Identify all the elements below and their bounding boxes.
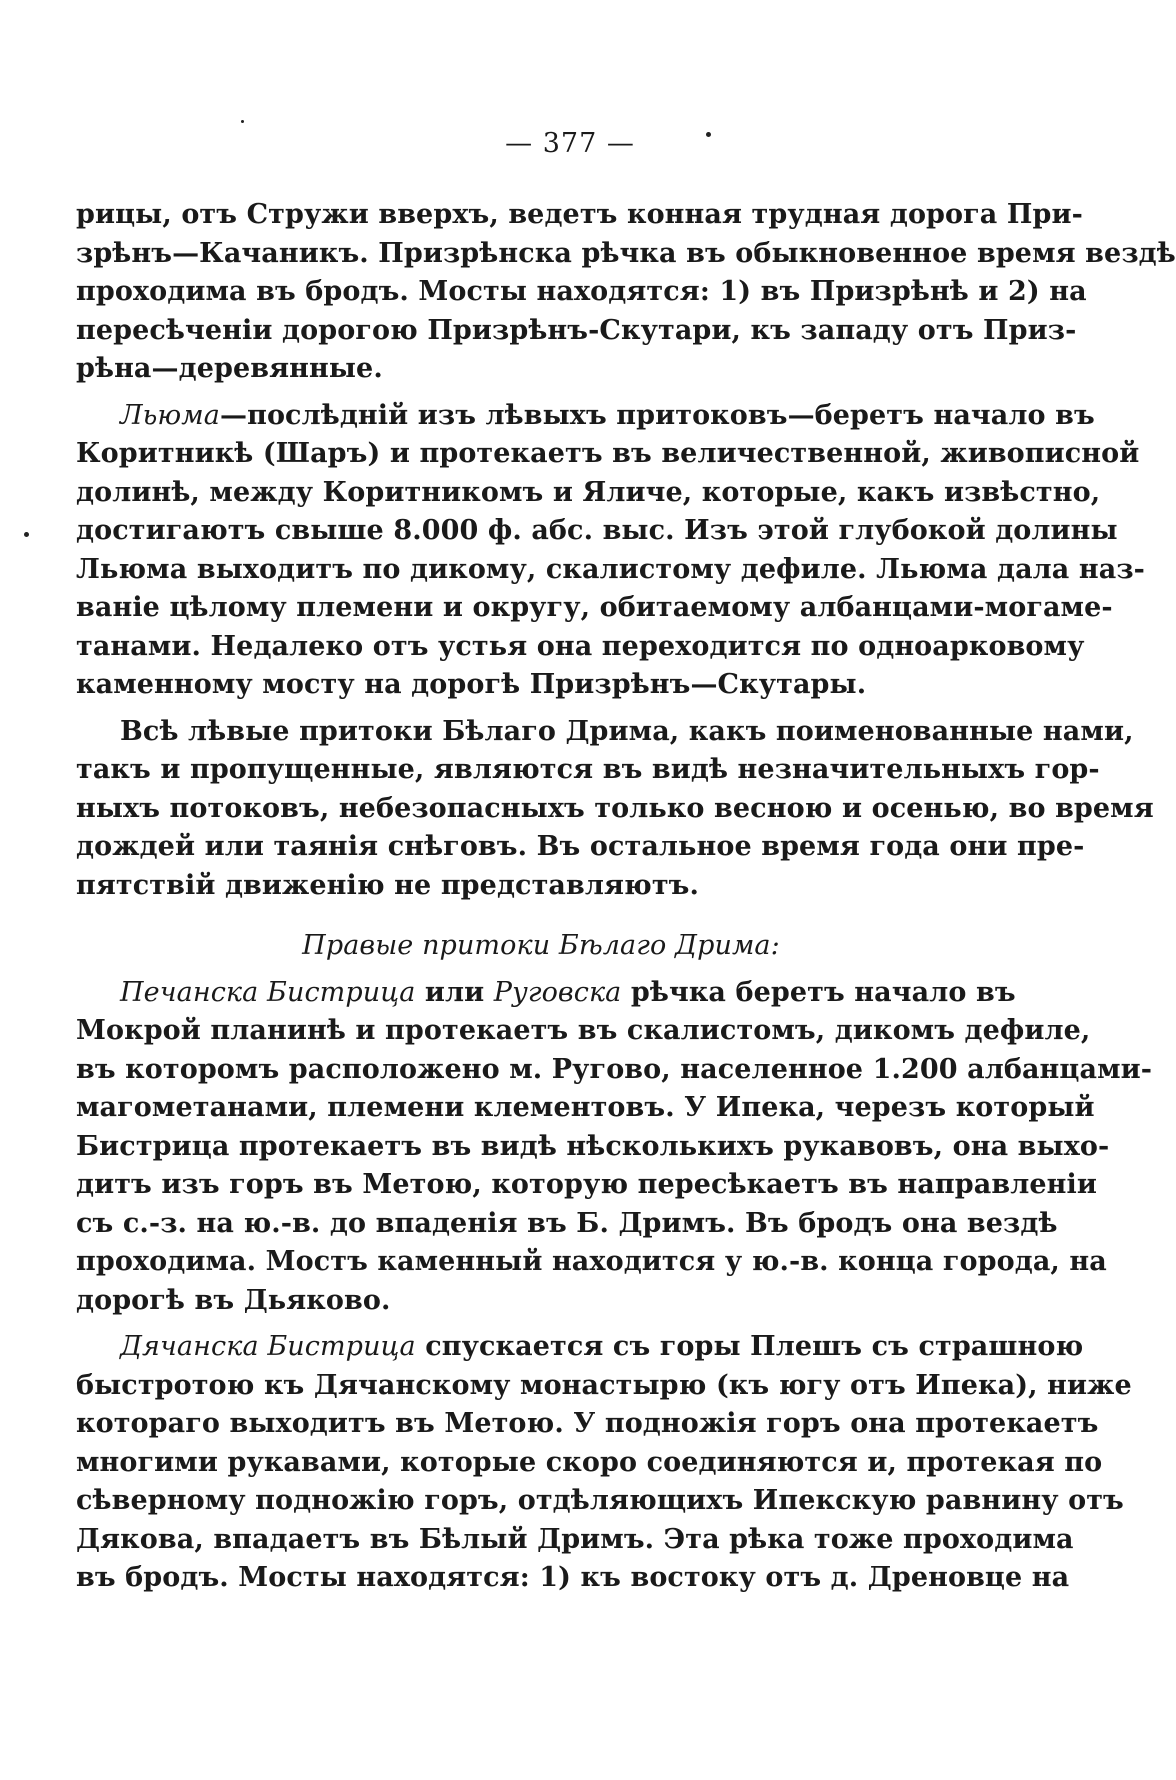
text-line: рѣна—деревянные.: [76, 353, 383, 384]
text-line: многими рукавами, которые скоро соединяются и, протекая по: [76, 1446, 1103, 1478]
text-line: котораго выходитъ въ Метою. У подножія горъ она протекаетъ: [76, 1408, 1099, 1439]
text-line: рицы, отъ Стружи вверхъ, ведетъ конная трудная дорога При-: [76, 199, 1083, 230]
text-line: Мокрой планинѣ и протекаетъ въ скалистомъ, дикомъ дефиле,: [76, 1015, 1091, 1046]
text-line: ныхъ потоковъ, небезопасныхъ только весною и осенью, во время: [76, 792, 1154, 824]
body-text: [76, 196, 1176, 1598]
section-heading: Правые притоки Бѣлаго Дрима:: [302, 930, 780, 961]
text-run: рѣчка беретъ начало въ: [621, 976, 1016, 1008]
text-line: танами. Недалеко отъ устья она переходится по одноарковому: [76, 630, 1085, 662]
text-line: магометанами, племени клементовъ. У Ипека, черезъ который: [76, 1092, 1095, 1123]
text-line: дождей или таянія снѣговъ. Въ остальное время года они пре-: [76, 831, 1085, 862]
page-number: — 377 —: [505, 128, 635, 159]
text-line: каменному мосту на дорогѣ Призрѣнъ—Скутары.: [76, 669, 867, 700]
text-line: Бистрица протекаетъ въ видѣ нѣсколькихъ рукавовъ, она выхо-: [76, 1130, 1110, 1162]
paragraph: [76, 713, 1154, 906]
text-line: Дякова, впадаетъ въ Бѣлый Дримъ. Эта рѣка тоже проходима: [76, 1523, 1074, 1555]
text-line: дорогѣ въ Дьяково.: [76, 1284, 391, 1316]
text-line: пятствій движенію не представляютъ.: [76, 869, 699, 901]
text-line: съ с.-з. на ю.-в. до впаденія въ Б. Дримъ. Въ бродъ она вездѣ: [76, 1207, 1058, 1239]
text-line: такъ и пропущенные, являются въ видѣ незначительныхъ гор-: [76, 754, 1100, 785]
text-line: Всѣ лѣвые притоки Бѣлаго Дрима, какъ поименованные нами,: [120, 715, 1134, 747]
text-line: зрѣнъ—Качаникъ. Призрѣнска рѣчка въ обыкновенное время вездѣ: [76, 237, 1176, 269]
text-line: ваніе цѣлому племени и округу, обитаемому албанцами-могаме-: [76, 592, 1113, 623]
text-run: или: [415, 976, 494, 1008]
text-line: проходима въ бродъ. Мосты находятся: 1) въ Призрѣнѣ и 2) на: [76, 276, 1087, 307]
text-line: [76, 974, 1016, 1013]
river-name: Дячанска Бистрица: [120, 1331, 416, 1362]
text-line: Коритникѣ (Шаръ) и протекаетъ въ величественной, живописной: [76, 438, 1140, 469]
text-line: проходима. Мостъ каменный находится у ю.-в. конца города, на: [76, 1246, 1107, 1277]
text-line: достигаютъ свыше 8.000 ф. абс. выс. Изъ этой глубокой долины: [76, 515, 1118, 546]
paragraph: [76, 196, 1176, 389]
text-line: быстротою къ Дячанскому монастырю (къ югу отъ Ипека), ниже: [76, 1369, 1132, 1401]
text-run: —послѣдній изъ лѣвыхъ притоковъ—беретъ начало въ: [219, 399, 1095, 431]
text-line: пересѣченіи дорогою Призрѣнъ-Скутари, къ западу отъ Приз-: [76, 314, 1077, 346]
text-line: [76, 397, 1095, 436]
river-name: Льюма: [120, 399, 220, 431]
text-line: въ бродъ. Мосты находятся: 1) къ востоку отъ д. Дреновце на: [76, 1562, 1070, 1593]
paragraph: [76, 397, 1145, 705]
text-line: долинѣ, между Коритникомъ и Яличе, которые, какъ извѣстно,: [76, 476, 1101, 508]
text-line: дитъ изъ горъ въ Метою, которую пересѣкаетъ въ направленіи: [76, 1169, 1097, 1200]
text-line: [76, 1328, 1084, 1367]
text-line: въ которомъ расположено м. Ругово, населенное 1.200 албанцами-: [76, 1053, 1153, 1085]
print-speck: [241, 120, 244, 123]
paragraph: [76, 974, 1153, 1321]
text-line: Льюма выходитъ по дикому, скалистому дефиле. Льюма дала наз-: [76, 553, 1145, 585]
text-run: спускается съ горы Плешъ съ страшною: [415, 1331, 1084, 1362]
river-name: Руговска: [493, 976, 622, 1008]
paragraph: [76, 1328, 1132, 1598]
river-name: Печанска Бистрица: [120, 976, 416, 1008]
print-speck: [24, 532, 29, 537]
text-line: сѣверному подножію горъ, отдѣляющихъ Ипекскую равнину отъ: [76, 1485, 1124, 1516]
